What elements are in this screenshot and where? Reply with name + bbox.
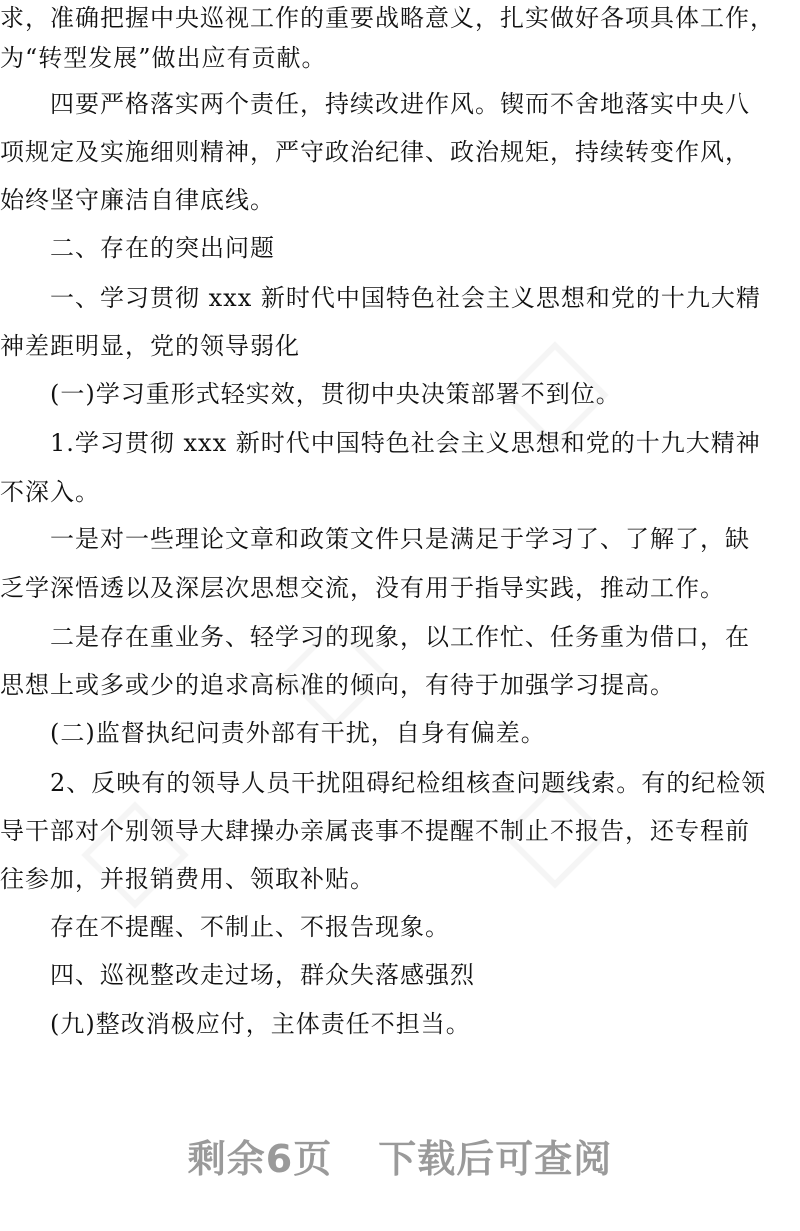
download-to-view-text: 下载后可查阅 <box>378 1137 613 1181</box>
text-line: 为“转型发展”做出应有贡献。 <box>0 44 327 72</box>
text-line: 神差距明显，党的领导弱化 <box>0 332 300 360</box>
text-line: (一)学习重形式轻实效，贯彻中央决策部署不到位。 <box>0 380 621 408</box>
text-line: 思想上或多或少的追求高标准的倾向，有待于加强学习提高。 <box>0 671 675 699</box>
text-line: 一是对一些理论文章和政策文件只是满足于学习了、了解了，缺 <box>0 525 750 553</box>
section-heading: 二、存在的突出问题 <box>0 234 275 262</box>
text-line: 项规定及实施细则精神，严守政治纪律、政治规矩，持续转变作风， <box>0 138 750 166</box>
download-notice[interactable] <box>0 1128 800 1183</box>
text-line: (二)监督执纪问责外部有干扰，自身有偏差。 <box>0 719 546 747</box>
text-line: 四要严格落实两个责任，持续改进作风。锲而不舍地落实中央八 <box>0 90 750 118</box>
text-line: 不深入。 <box>0 478 100 506</box>
text-line: 一、学习贯彻 xxx 新时代中国特色社会主义思想和党的十九大精 <box>0 284 761 312</box>
text-line: 求，准确把握中央巡视工作的重要战略意义，扎实做好各项具体工作， <box>0 4 775 32</box>
text-line: (九)整改消极应付，主体责任不担当。 <box>0 1010 471 1038</box>
text-line: 乏学深悟透以及深层次思想交流，没有用于指导实践，推动工作。 <box>0 574 725 602</box>
text-line: 四、巡视整改走过场，群众失落感强烈 <box>0 961 475 989</box>
text-line: 始终坚守廉洁自律底线。 <box>0 186 275 214</box>
text-line: 存在不提醒、不制止、不报告现象。 <box>0 913 450 941</box>
text-line: 2、反映有的领导人员干扰阻碍纪检组核查问题线索。有的纪检领 <box>0 769 767 797</box>
remaining-pages-text: 剩余6页 <box>187 1137 333 1181</box>
text-line: 1.学习贯彻 xxx 新时代中国特色社会主义思想和党的十九大精神 <box>0 429 761 457</box>
text-line: 二是存在重业务、轻学习的现象，以工作忙、任务重为借口，在 <box>0 623 750 651</box>
text-line: 往参加，并报销费用、领取补贴。 <box>0 865 375 893</box>
text-line: 导干部对个别领导大肆操办亲属丧事不提醒不制止不报告，还专程前 <box>0 817 750 845</box>
